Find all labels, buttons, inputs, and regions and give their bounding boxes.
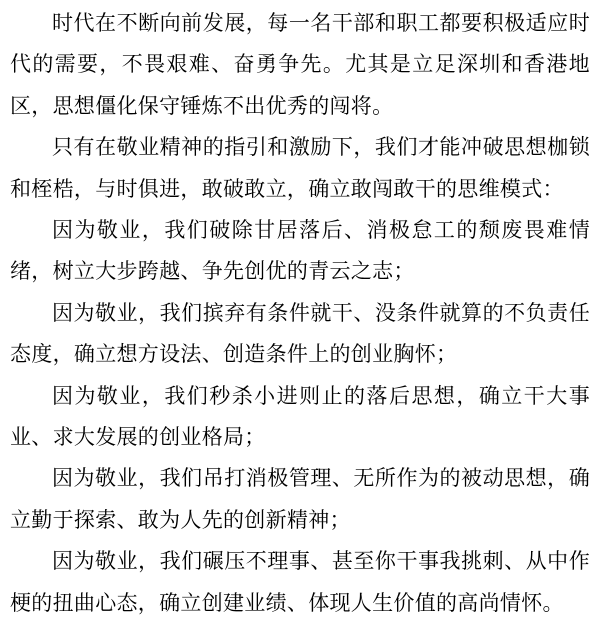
paragraph-5: 因为敬业，我们秒杀小进则止的落后思想，确立干大事业、求大发展的创业格局； [10,383,590,450]
paragraph-3: 因为敬业，我们破除甘居落后、消极怠工的颓废畏难情绪，树立大步跨越、争先创优的青云之志； [10,218,590,284]
paragraph-7: 因为敬业，我们碾压不理事、甚至你干事我挑刺、从中作梗的扭曲心态，确立创建业绩、体现人生价值的高尚情怀。 [10,549,590,615]
paragraph-1: 时代在不断向前发展，每一名干部和职工都要积极适应时代的需要，不畏艰难、奋勇争先。尤其是立足深圳和香港地区，思想僵化保守锤炼不出优秀的闯将。 [10,11,590,118]
paragraph-4: 因为敬业，我们摈弃有条件就干、没条件就算的不负责任态度，确立想方设法、创造条件上的创业胸怀； [10,300,590,367]
paragraph-2: 只有在敬业精神的指引和激励下，我们才能冲破思想枷锁和桎梏，与时俱进，敢破敢立，确立敢闯敢干的思维模式： [10,135,590,201]
paragraph-6: 因为敬业，我们吊打消极管理、无所作为的被动思想，确立勤于探索、敢为人先的创新精神； [10,466,590,532]
